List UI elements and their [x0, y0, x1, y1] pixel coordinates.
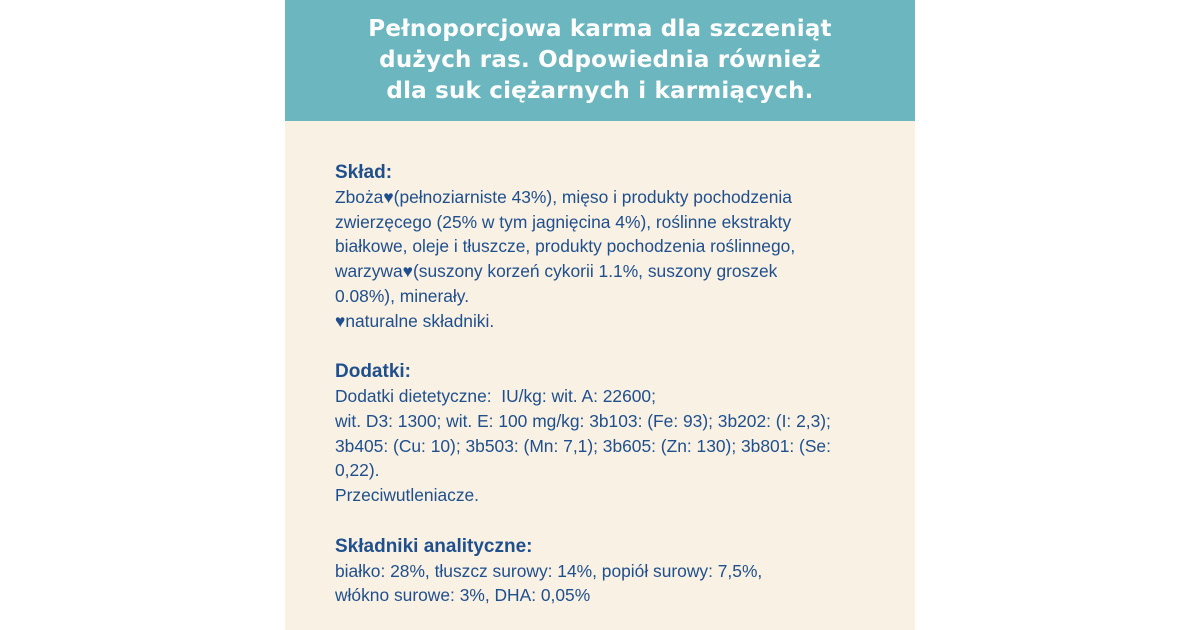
section-text-line: ♥naturalne składniki. [335, 310, 495, 331]
section-text-line: Dodatki dietetyczne: IU/kg: wit. A: 22600; [335, 386, 656, 407]
additives-section [335, 359, 895, 508]
product-label-panel [285, 0, 915, 630]
section-text-line: Przeciwutleniacze. [335, 485, 480, 506]
label-content [335, 160, 895, 630]
header-title-line: Pełnoporcjowa karma dla szczeniąt [368, 16, 832, 42]
section-text-line: włókno surowe: 3%, DHA: 0,05% [335, 585, 591, 606]
header-title-line: dla suk ciężarnych i karmiących. [386, 78, 814, 104]
section-text-line: zwierzęcego (25% w tym jagnięcina 4%), roślinne ekstrakty [335, 211, 792, 232]
section-text-line: 0,22). [335, 460, 380, 481]
section-text-line: warzywa♥(suszony korzeń cykorii 1.1%, suszony groszek [335, 261, 778, 282]
header-title [320, 14, 880, 107]
section-text-line: wit. D3: 1300; wit. E: 100 mg/kg: 3b103: (Fe: 93); 3b202: (I: 2,3); [335, 410, 831, 431]
section-text-line: 0.08%), minerały. [335, 285, 470, 306]
analytical-section [335, 534, 895, 608]
section-heading: Składniki analityczne: [335, 535, 533, 557]
section-text-line: białkowe, oleje i tłuszcze, produkty pochodzenia roślinnego, [335, 236, 796, 257]
header-title-line: dużych ras. Odpowiednia również [379, 47, 821, 73]
composition-section [335, 160, 895, 333]
section-text-line: 3b405: (Cu: 10); 3b503: (Mn: 7,1); 3b605: (Zn: 130); 3b801: (Se: [335, 435, 831, 456]
header-banner [285, 0, 915, 121]
section-heading: Dodatki: [335, 361, 411, 383]
section-text-line: białko: 28%, tłuszcz surowy: 14%, popiół surowy: 7,5%, [335, 560, 763, 581]
section-text-line: Zboża♥(pełnoziarniste 43%), mięso i produkty pochodzenia [335, 187, 792, 207]
section-heading: Skład: [335, 162, 393, 183]
